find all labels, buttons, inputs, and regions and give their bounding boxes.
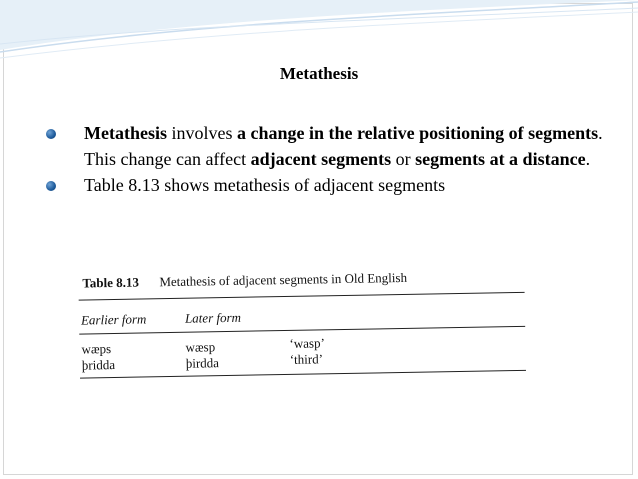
text-fragment: . This change can affect [84, 123, 603, 169]
bullet-text: Table 8.13 shows metathesis of adjacent segments [84, 175, 446, 195]
bullet-dot-icon [46, 129, 56, 139]
term-segments-at-distance: segments at a distance [415, 149, 586, 169]
header-later-form: Later form [184, 309, 242, 326]
bullet-dot-icon [46, 181, 56, 191]
cell-earlier: þridda [81, 356, 116, 373]
term-adjacent-segments: adjacent segments [250, 149, 392, 169]
bullet-item [44, 120, 604, 172]
text-fragment: . [585, 149, 591, 169]
cell-gloss: ‘third’ [289, 351, 324, 367]
table-caption: Metathesis of adjacent segments in Old English [159, 269, 408, 290]
term-metathesis: Metathesis [84, 123, 167, 143]
bullet-item [44, 172, 604, 198]
bullet-list [44, 120, 604, 198]
text-fragment: involves [166, 123, 237, 143]
slide-title: Metathesis [279, 64, 359, 83]
table-rule-top [79, 292, 525, 301]
decorative-swoosh [0, 0, 638, 60]
cell-earlier: wæps [81, 341, 112, 357]
term-relative-positioning: a change in the relative positioning of segments [236, 123, 599, 143]
cell-later: wæsp [185, 339, 216, 355]
cell-gloss: ‘wasp’ [289, 335, 325, 351]
table-rule-bottom [80, 370, 526, 379]
scanned-table [56, 254, 528, 390]
text-fragment: or [391, 149, 416, 169]
header-earlier-form: Earlier form [80, 311, 147, 328]
cell-later: þirdda [185, 355, 220, 371]
table-number: Table 8.13 [82, 274, 140, 291]
